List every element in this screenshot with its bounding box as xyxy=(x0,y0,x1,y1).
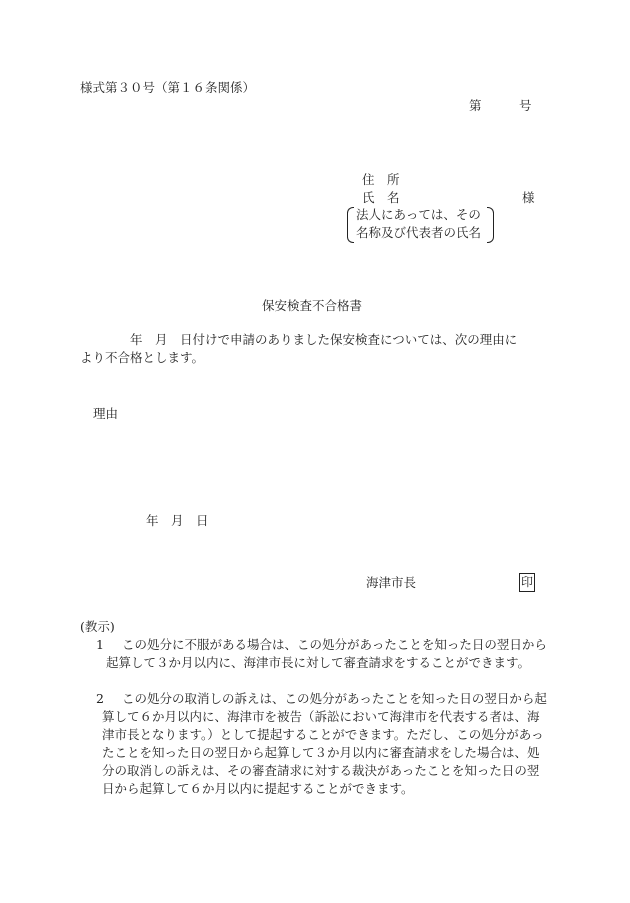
address-label: 住 所 xyxy=(362,172,400,187)
corporate-note-text xyxy=(356,206,481,242)
issuer-name: 海津市長 xyxy=(366,575,417,590)
notice-item-number: 2 xyxy=(96,691,104,706)
notice-item-text: この処分に不服がある場合は、この処分があったことを知った日の翌日から起算して３か月以内に、海津市長に対して審査請求をすることができます。 xyxy=(106,637,547,670)
right-bracket xyxy=(487,207,494,243)
notice-heading: (教示) xyxy=(80,619,115,634)
notice-item-number: 1 xyxy=(96,637,104,652)
body-line-1: 年 月 日付けで申請のありました保安検査については、次の理由に xyxy=(105,332,518,347)
left-bracket xyxy=(347,207,354,243)
corporate-note-line-2: 名称及び代表者の氏名 xyxy=(356,225,482,240)
form-number: 様式第３０号（第１６条関係） xyxy=(80,80,256,95)
body-line-2: より不合格とします。 xyxy=(80,350,205,365)
document-title: 保安検査不合格書 xyxy=(262,298,363,313)
corporate-note-line-1: 法人にあっては、その xyxy=(356,207,481,222)
document-number: 第 号 xyxy=(469,98,532,113)
date-line: 年 月 日 xyxy=(146,513,209,528)
seal-mark: 印 xyxy=(519,573,535,592)
name-label: 氏 名 xyxy=(362,190,400,205)
notice-item-text: この処分の取消しの訴えは、この処分があったことを知った日の翌日から起算して６か月以内に、海津市を被告（訴訟において海津市を代表する者は、海津市長となります。）として提起することができます。ただし、この処分があったことを知った日の翌日から起算して３か月以内に審査請求をした場合は、処分の取消しの訴えは、その審査請求に対する裁決があったことを知った日の翌日から起算して６か月以内に提起することができます。 xyxy=(102,691,547,796)
corporate-note xyxy=(347,207,494,243)
honorific: 様 xyxy=(522,190,535,205)
reason-label: 理由 xyxy=(93,406,119,421)
